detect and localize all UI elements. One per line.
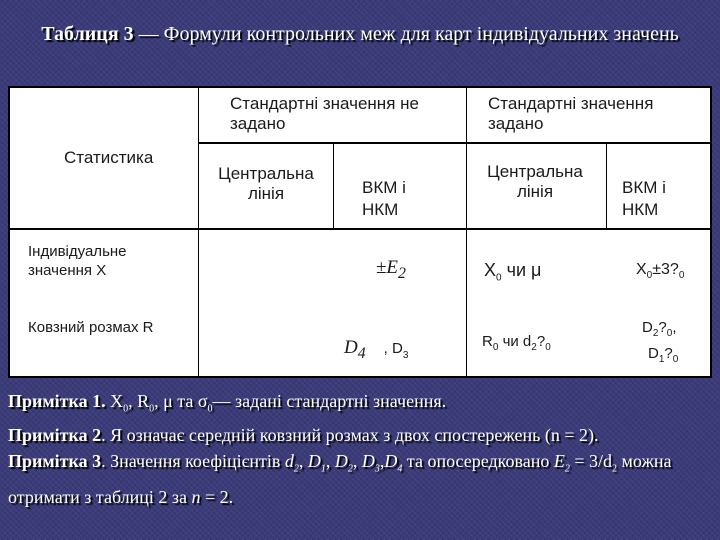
formula-e2-sub: 2 [398,264,406,282]
row-line-body [10,228,710,230]
row-individual-label: Індивідуальне значення Х [28,243,127,279]
formula-sigma-sub: 0 [545,342,551,353]
note-3-sep1: , [298,450,308,471]
note-3-text-c: = 3/d [569,450,613,471]
formula-3sigma: ±3? [652,261,679,278]
formula-r0: R [482,333,493,350]
note-3-text-a: . Значення коефіцієнтів [101,450,285,471]
formula-x0-limit: X [636,261,647,278]
formula-3sigma-sub: 0 [678,270,685,282]
note-1-label: Примітка 1. [8,391,106,411]
header-statistic: Статистика [64,148,154,167]
header-limits-1a: ВКМ і [362,178,406,197]
note-3-D4: D [384,450,398,471]
formula-x0-sub: 0 [496,272,502,284]
note-2-label: Примітка 2 [8,424,102,445]
formula-d4: D [344,337,358,358]
header-center-line-1: Центральна лінія [218,164,314,203]
formula-sigma: ? [536,333,546,350]
note-3-label: Примітка 3 [8,450,102,471]
note-3-d: d [284,450,294,471]
note-1-sigma: , μ та σ [154,391,208,411]
note-3 [8,447,712,512]
formula-d2-sigma-sub: 0 [666,328,673,339]
header-center-line-2: Центральна лінія [487,162,583,201]
formula-d4-sub: 4 [357,344,366,362]
note-3-E-sub: 2 [564,463,570,475]
row-moving-range-label: Ковзний розмах R [28,319,154,336]
row-moving-range-limits-given-2 [648,344,678,370]
header-standards-given: Стандартні значення задано [488,94,654,133]
row-individual-center-given [484,260,541,289]
formula-or-d2: чи d [498,333,532,350]
row-moving-range-center-given [482,332,551,358]
formula-or-mu: чи μ [501,260,542,280]
formula-d2-limit: D [642,319,653,336]
note-3-D3: D [361,450,375,471]
note-1-text: — задані стандартні значення. [212,391,447,411]
col-line-2 [333,142,334,228]
col-line-1 [198,88,199,376]
title-label: Таблиця 3 [41,23,134,45]
note-1-x0: X [105,391,124,411]
note-3-text-e: = 2. [200,487,234,508]
note-3-D2-sub: 2 [347,463,353,475]
formula-x0-limit-sub: 0 [646,270,653,282]
note-3-D1-sub: 1 [320,463,326,475]
note-1-x0-sub: 0 [123,403,129,415]
formula-x0: X [484,260,497,280]
note-3-sep2: , [325,450,335,471]
col-line-4 [606,142,607,228]
note-3-D3-sub: 3 [374,463,380,475]
note-3-E: E [553,450,565,471]
row-moving-range-limits-not-given [344,338,408,366]
note-3-sep4: , [379,450,385,471]
note-3-D1: D [307,450,321,471]
formula-d1-limit: D [648,345,659,362]
note-1-r0-sub: 0 [149,403,155,415]
formula-d3-sub: 3 [402,349,409,361]
formula-d1-sigma-sub: 0 [672,354,679,365]
formula-d2-limit-sub: 2 [652,328,659,339]
col-line-3 [466,88,467,376]
note-3-text-b: та опосередковано [402,450,554,471]
note-3-D2: D [334,450,348,471]
header-limits-2a: ВКМ і [622,178,666,197]
notes [8,388,712,511]
note-3-d-sub: 2 [293,463,299,475]
note-2-text: . Я означає середній ковзний розмах з двох спостережень (n = 2). [101,424,599,445]
note-3-c-sub: 2 [612,463,618,475]
formula-d3: , D [383,340,403,357]
formula-e2: ±E [376,257,399,278]
row-individual-limits-given [636,260,684,286]
note-2 [8,423,712,447]
note-1-sigma-sub: 0 [207,403,213,415]
formula-table [8,86,712,378]
note-3-text-d: можна отримати з таблиці 2 за [8,450,672,508]
title-text: — Формули контрольних меж для карт індивідуальних значень [133,23,679,45]
formula-d1-limit-sub: 1 [658,354,665,365]
formula-d2-sigma: ? [658,319,667,336]
header-limits-1b: НКМ [362,200,399,219]
header-standards-not-given: Стандартні значення не задано [230,94,419,133]
row-individual-limits-not-given [376,258,406,284]
formula-d1-sigma: ? [664,345,673,362]
note-1-r0: , R [128,391,150,411]
note-3-n: n [191,487,201,508]
note-3-sep3: , [352,450,362,471]
formula-comma: , [672,319,677,336]
row-line-header [198,142,710,144]
row-moving-range-limits-given-1 [642,318,676,344]
note-1 [8,388,712,423]
formula-r0-sub: 0 [492,342,499,353]
header-limits-2b: НКМ [622,200,659,219]
note-3-D4-sub: 4 [397,463,403,475]
slide-title [10,22,710,46]
formula-d2-sub: 2 [531,342,537,353]
